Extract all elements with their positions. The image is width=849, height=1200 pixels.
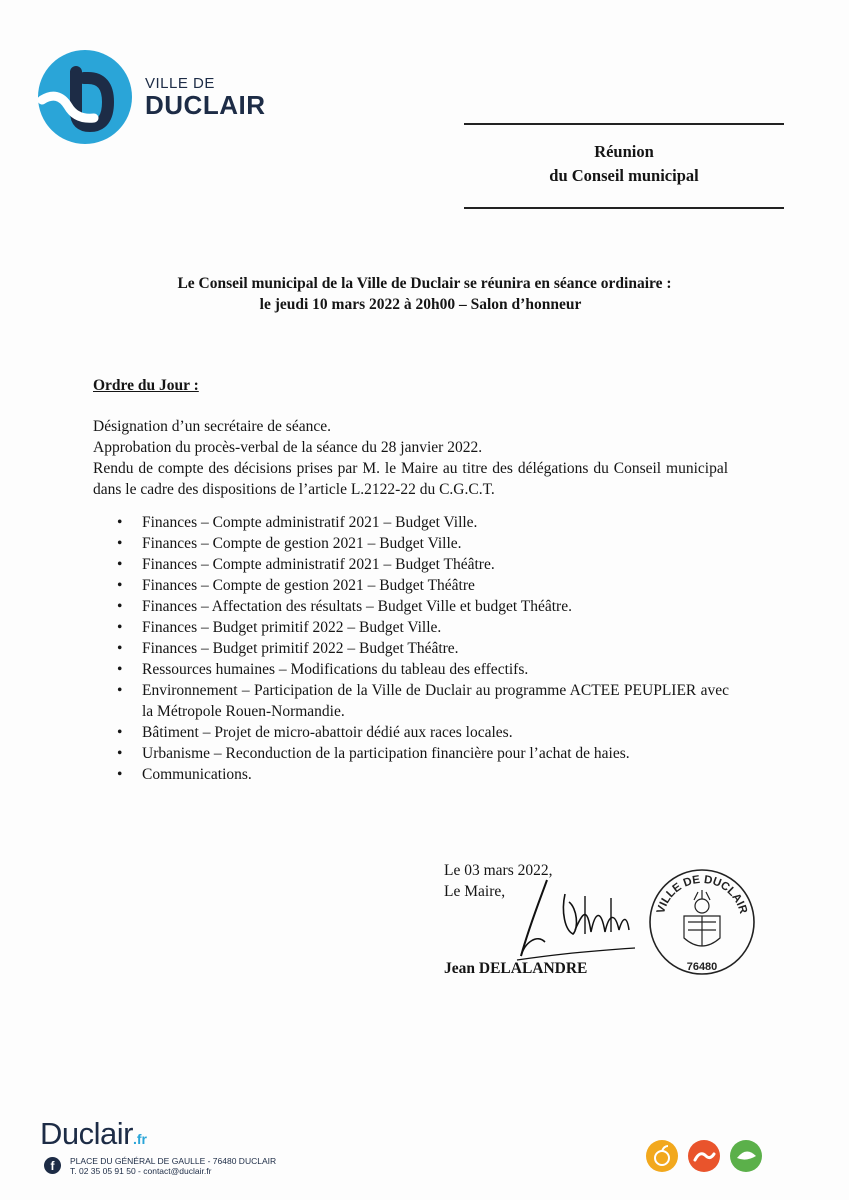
leaf-badge-icon bbox=[730, 1140, 762, 1172]
signature-role: Le Maire, bbox=[444, 883, 506, 900]
agenda-item: • Bâtiment – Projet de micro-abattoir dédié aux races locales. bbox=[117, 722, 729, 743]
logo-duclair: DUCLAIR bbox=[145, 90, 266, 120]
intro-paragraph: Désignation d’un secrétaire de séance. bbox=[93, 418, 331, 435]
agenda-list bbox=[117, 512, 729, 785]
agenda-item: • Finances – Compte de gestion 2021 – Budget Ville. bbox=[117, 533, 729, 554]
agenda-item: • Finances – Budget primitif 2022 – Budget Théâtre. bbox=[117, 638, 729, 659]
agenda-intro bbox=[93, 416, 728, 500]
agenda-item: • Ressources humaines – Modifications du tableau des effectifs. bbox=[117, 659, 729, 680]
meeting-announcement bbox=[0, 273, 849, 315]
facebook-icon: f bbox=[44, 1157, 61, 1174]
document-title bbox=[464, 140, 784, 188]
footer-address: PLACE DU GÉNÉRAL DE GAULLE - 76480 DUCLAIR bbox=[70, 1156, 277, 1166]
agenda-item: • Finances – Affectation des résultats – Budget Ville et budget Théâtre. bbox=[117, 596, 729, 617]
coat-of-arms-icon bbox=[684, 890, 720, 946]
handwritten-signature bbox=[515, 872, 645, 967]
agenda-item: • Finances – Compte administratif 2021 – Budget Ville. bbox=[117, 512, 729, 533]
ville-de-duclair-logo bbox=[36, 48, 286, 148]
duclair-logo-icon bbox=[36, 48, 136, 148]
agenda-item: • Finances – Budget primitif 2022 – Budget Ville. bbox=[117, 617, 729, 638]
agenda-item: • Communications. bbox=[117, 764, 729, 785]
signature-date: Le 03 mars 2022, bbox=[444, 862, 553, 879]
title-line-2: du Conseil municipal bbox=[549, 166, 699, 185]
intro-paragraph: Approbation du procès-verbal de la séance du 28 janvier 2022. bbox=[93, 439, 483, 456]
agenda-item: • Urbanisme – Reconduction de la participation financière pour l’achat de haies. bbox=[117, 743, 729, 764]
announcement-line-1: Le Conseil municipal de la Ville de Duclair se réunira en séance ordinaire : bbox=[177, 275, 672, 292]
announcement-line-2: le jeudi 10 mars 2022 à 20h00 – Salon d’honneur bbox=[259, 296, 582, 313]
agenda-item: • Environnement – Participation de la Ville de Duclair au programme ACTEE PEUPLIER avec la Métropole Rouen-Normandie. bbox=[117, 680, 729, 722]
footer-badges bbox=[646, 1140, 766, 1174]
footer-contact: T. 02 35 05 91 50 - contact@duclair.fr bbox=[70, 1166, 212, 1176]
stamp-text-top: VILLE DE DUCLAIR bbox=[654, 873, 750, 916]
agenda-item: • Finances – Compte administratif 2021 – Budget Théâtre. bbox=[117, 554, 729, 575]
logo-ville-de: VILLE DE bbox=[145, 75, 215, 92]
intro-paragraph: Rendu de compte des décisions prises par M. le Maire au titre des délégations du Conseil municipal dans le cadre des dispositions de l’article L.2122-22 du C.G.C.T. bbox=[93, 460, 728, 498]
apple-badge-icon bbox=[646, 1140, 678, 1172]
agenda-item: • Finances – Compte de gestion 2021 – Budget Théâtre bbox=[117, 575, 729, 596]
footer-brand bbox=[40, 1117, 147, 1156]
stamp-text-bottom: 76480 bbox=[686, 961, 718, 973]
mayor-name: Jean DELALANDRE bbox=[444, 960, 588, 977]
title-rule-top bbox=[464, 123, 784, 125]
footer-brand-name: Duclair bbox=[40, 1116, 133, 1151]
title-line-1: Réunion bbox=[594, 142, 654, 161]
footer-address-block bbox=[70, 1156, 276, 1176]
town-hall-stamp bbox=[646, 866, 758, 978]
footer-brand-tld: .fr bbox=[132, 1131, 147, 1147]
title-rule-bottom bbox=[464, 207, 784, 209]
wave-badge-icon bbox=[688, 1140, 720, 1172]
agenda-heading: Ordre du Jour : bbox=[93, 377, 199, 394]
